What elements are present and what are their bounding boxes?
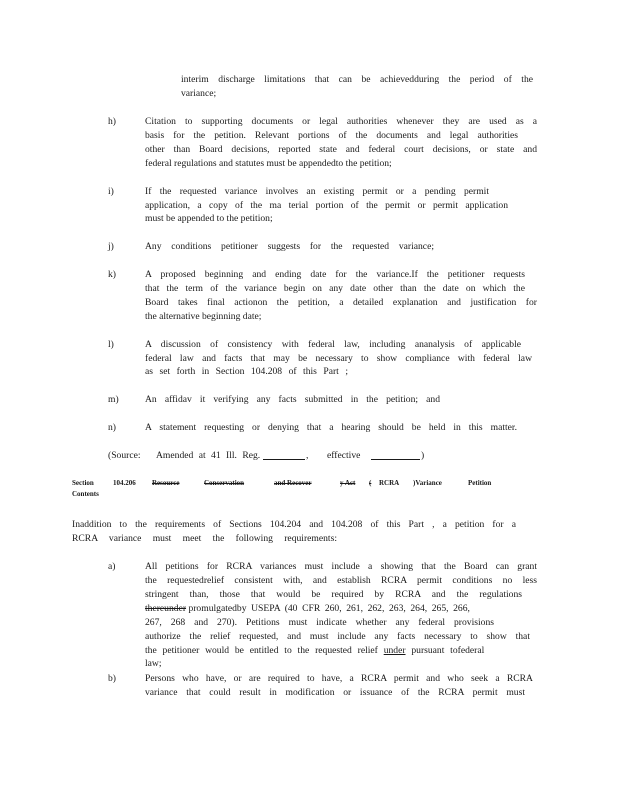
section-number: 104.206 xyxy=(113,479,136,487)
rcra-item-line: the requestedrelief consistent with, and establish RCRA permit conditions no less xyxy=(145,575,537,586)
rcra-item-line: 267, 268 and 270). Petitions must indicate whether any federal provisions xyxy=(145,617,494,628)
item-line: federal regulations and statutes must be appendedto the petition; xyxy=(145,158,392,169)
intro-line: Inaddition to the requirements of Sections 104.204 and 104.208 of this Part , a petition for a xyxy=(72,519,516,530)
section-petition: Petition xyxy=(468,479,492,487)
section-contents: Contents xyxy=(72,490,99,498)
item-line: Citation to supporting documents or legal authorities whenever they are used as a xyxy=(145,116,537,127)
rcra-item-line: All petitions for RCRA variances must include a showing that the Board can grant xyxy=(145,561,537,572)
item-label: k) xyxy=(108,269,116,280)
post-underline-text: pursuant tofederal xyxy=(411,645,485,656)
source-effective: effective xyxy=(327,450,361,461)
item-line: application, a copy of the ma terial portion of the permit or permit application xyxy=(145,200,508,211)
rcra-item-line-underline xyxy=(145,645,525,656)
item-line: A statement requesting or denying that a hearing should be held in this matter. xyxy=(145,422,517,433)
rcra-item-line: law; xyxy=(145,658,162,669)
section-struck-resource: Resource xyxy=(152,479,180,487)
rcra-item-line: Persons who have, or are required to have, a RCRA permit and who seek a RCRA xyxy=(145,673,533,684)
item-label: l) xyxy=(108,339,114,350)
section-struck-conservation: Conservation xyxy=(204,479,245,487)
item-label: h) xyxy=(108,116,116,127)
item-line: as set forth in Section 104.208 of this Part ; xyxy=(145,366,348,377)
item-line: A proposed beginning and ending date for the variance.If the petitioner requests xyxy=(145,269,525,280)
rcra-item-line: stringent than, those that would be required by RCRA and the regulations xyxy=(145,589,522,600)
item-line: Board takes final actionon the petition, a detailed explanation and justification for xyxy=(145,297,537,308)
source-comma: , xyxy=(306,450,309,461)
source-prefix: (Source: xyxy=(108,450,141,461)
underlined-under: under xyxy=(383,645,406,656)
item-line: other than Board decisions, reported state and federal court decisions, or state and xyxy=(145,144,537,155)
section-struck-paren: ( xyxy=(369,479,372,487)
struck-thereunder: thereunder xyxy=(145,603,187,614)
source-blank-date xyxy=(371,451,420,460)
item-line: An affidav it verifying any facts submitted in the petition; and xyxy=(145,394,440,405)
item-line: that the term of the variance begin on any date other than the date on which the xyxy=(145,283,525,294)
rcra-item-line: authorize the relief requested, and must include any facts necessary to show that xyxy=(145,631,530,642)
after-strike-text: promulgatedby USEPA (40 CFR 260, 261, 262, 263, 264, 265, 266, xyxy=(188,603,470,614)
item-line: Any conditions petitioner suggests for the requested variance; xyxy=(145,241,434,252)
rcra-item-label: a) xyxy=(108,561,116,572)
pre-underline-text: the petitioner would be entitled to the requested relief xyxy=(145,645,378,656)
item-label: m) xyxy=(108,394,119,405)
item-line: must be appended to the petition; xyxy=(145,213,273,224)
rcra-item-line-strike xyxy=(145,603,537,614)
section-struck-and-recover: and Recover xyxy=(274,479,312,487)
source-suffix: ) xyxy=(421,450,425,461)
item-line: A discussion of consistency with federal law, including ananalysis of applicable xyxy=(145,339,521,350)
item-line: the alternative beginning date; xyxy=(145,311,262,322)
source-amended: Amended at 41 Ill. Reg. xyxy=(156,450,261,461)
item-line: If the requested variance involves an existing permit or a pending permit xyxy=(145,186,489,197)
section-rcra: RCRA xyxy=(379,479,400,487)
section-struck-y-act: y Act xyxy=(340,479,356,487)
continuation-line: variance; xyxy=(181,88,217,99)
rcra-item-line: variance that could result in modification or issuance of the RCRA permit must xyxy=(145,687,525,698)
section-word: Section xyxy=(72,479,94,487)
item-label: n) xyxy=(108,422,116,433)
section-variance: )Variance xyxy=(413,479,442,487)
item-label: j) xyxy=(108,241,114,252)
rcra-item-label: b) xyxy=(108,673,116,684)
intro-line: RCRA variance must meet the following requirements: xyxy=(72,533,337,544)
continuation-line: interim discharge limitations that can be achievedduring the period of the xyxy=(181,74,533,85)
item-line: federal law and facts that may be necessary to show compliance with federal law xyxy=(145,353,532,364)
source-blank-reg xyxy=(263,451,305,460)
item-line: basis for the petition. Relevant portions of the documents and legal authorities xyxy=(145,130,518,141)
item-label: i) xyxy=(108,186,114,197)
